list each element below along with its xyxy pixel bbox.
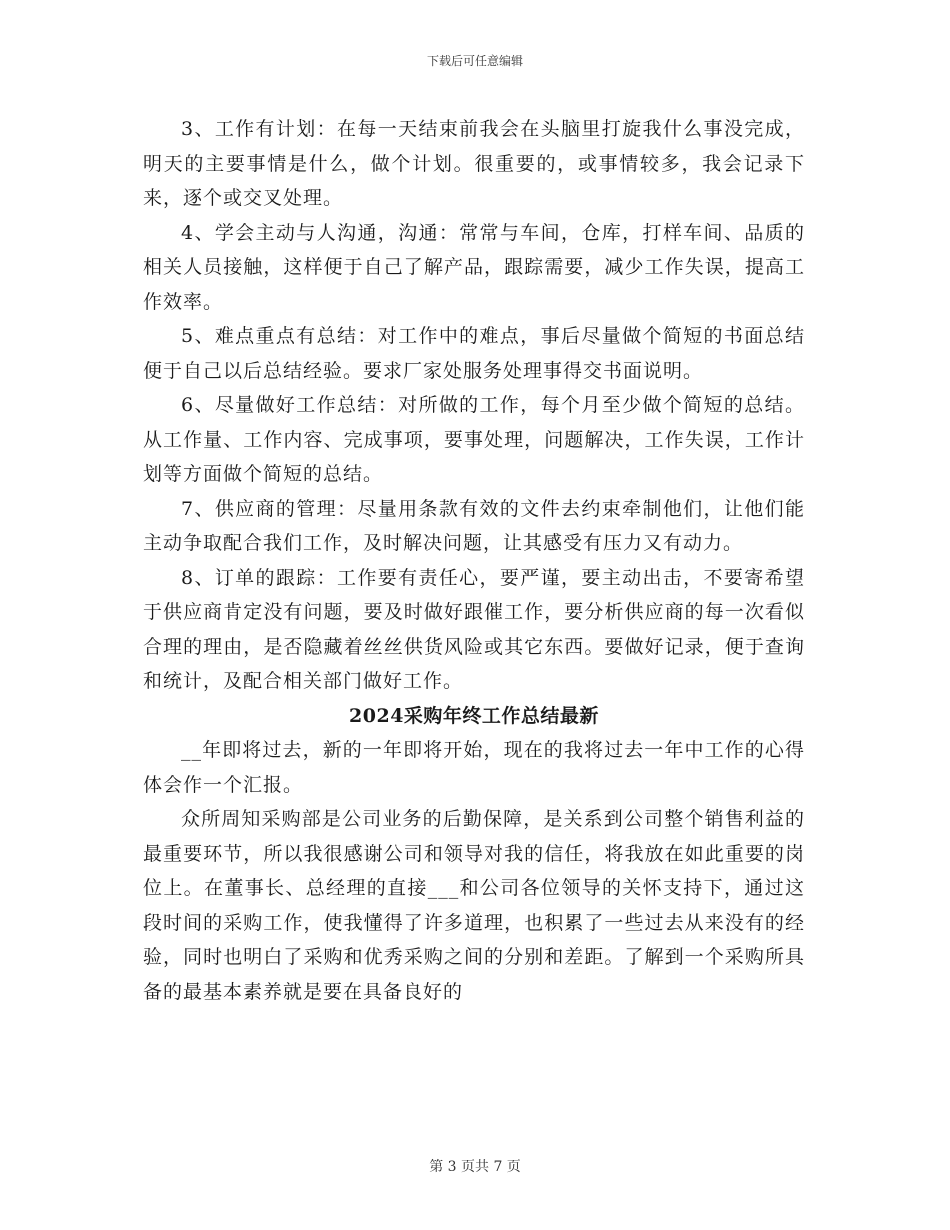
paragraph-communication: 4、学会主动与人沟通，沟通：常常与车间，仓库，打样车间、品质的相关人员接触，这样便于自己了解产品，跟踪需要，减少工作失误，提高工作效率。	[143, 221, 805, 313]
paragraph-supplier-management: 7、供应商的管理：尽量用条款有效的文件去约束牵制他们，让他们能主动争取配合我们工作，及时解决问题，让其感受有压力又有动力。	[143, 497, 805, 554]
page-footer: 第 3 页共 7 页	[429, 1159, 521, 1175]
section-title: 2024采购年终工作总结最新	[349, 704, 599, 727]
paragraph-intro: __年即将过去，新的一年即将开始，现在的我将过去一年中工作的心得体会作一个汇报。	[143, 739, 805, 796]
page-header: 下载后可任意编辑	[426, 54, 523, 68]
paragraph-purchasing-role: 众所周知采购部是公司业务的后勤保障，是关系到公司整个销售利益的最重要环节，所以我很感谢公司和领导对我的信任，将我放在如此重要的岗位上。在董事长、总经理的直接___和公司各位领导的关怀支持下，通过这段时间的采购工作，使我懂得了许多道理，也积累了一些过去从来没有的经验，同时也明白了采购和优秀采购之间的分别和差距。了解到一个采购所具备的最基本素养就是要在具备良好的	[143, 808, 805, 1003]
paragraph-difficulty-summary: 5、难点重点有总结：对工作中的难点，事后尽量做个简短的书面总结便于自己以后总结经验。要求厂家处服务处理事得交书面说明。	[143, 325, 805, 382]
document-body	[143, 112, 805, 1009]
paragraph-order-tracking: 8、订单的跟踪：工作要有责任心，要严谨，要主动出击，不要寄希望于供应商肯定没有问题，要及时做好跟催工作，要分析供应商的每一次看似合理的理由，是否隐藏着丝丝供货风险或其它东西。要做好记录，便于查询和统计，及配合相关部门做好工作。	[143, 566, 805, 692]
paragraph-work-plan: 3、工作有计划：在每一天结束前我会在头脑里打旋我什么事没完成，明天的主要事情是什么，做个计划。很重要的，或事情较多，我会记录下来，逐个或交叉处理。	[143, 118, 805, 209]
paragraph-work-summary: 6、尽量做好工作总结：对所做的工作，每个月至少做个简短的总结。从工作量、工作内容、完成事项，要事处理，问题解决，工作失误，工作计划等方面做个简短的总结。	[143, 394, 805, 485]
